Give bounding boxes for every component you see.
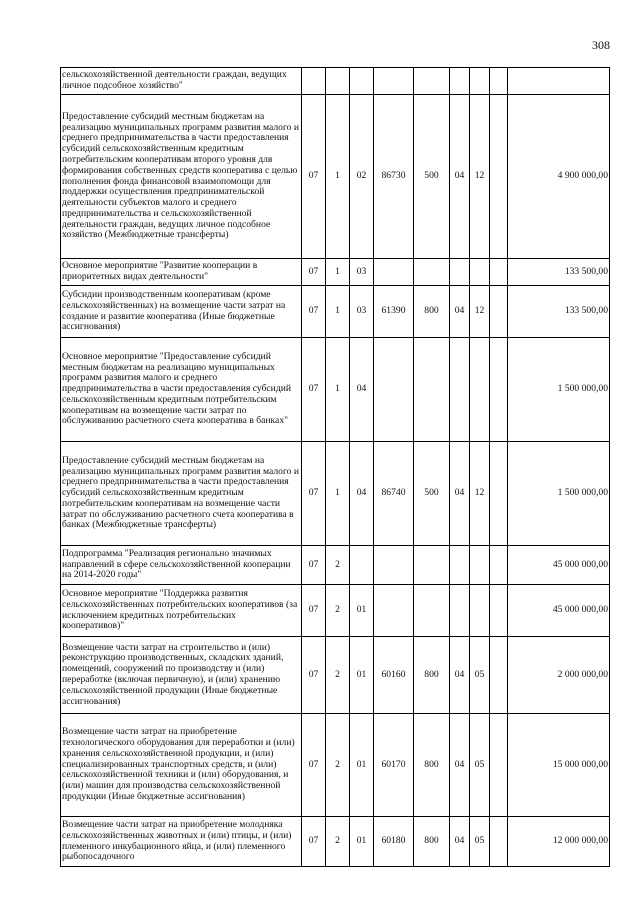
cell-cst1 [350, 546, 374, 585]
cell-desc: Основное мероприятие "Предоставление субсидий местным бюджетам на реализацию муниципальных программ развития малого и среднего предпринимательства в части предоставления субсидий сельскохозяйственным кредитным потребительским кооперативам на возмещение части затрат по обслуживанию расчетного счета кооператива в банках" [61, 338, 302, 442]
cell-cst2: 60180 [374, 817, 414, 867]
cell-vr: 04 [450, 286, 470, 338]
cell-cst1 [350, 68, 374, 95]
cell-g2 [490, 637, 508, 714]
budget-table [60, 67, 610, 867]
cell-g1: 05 [470, 637, 490, 714]
cell-g2 [490, 338, 508, 442]
cell-desc: Возмещение части затрат на приобретение технологического оборудования для переработки и (или) хранения сельскохозяйственной продукции, и (или) специализированных транспортных средств, и (или) сельскохозяйственной техники и (или) оборудования, и (или) машин для производства сельскохозяйственной продукции (Иные бюджетные ассигнования) [61, 714, 302, 817]
cell-vr [450, 546, 470, 585]
table-row [61, 546, 610, 585]
cell-cst2 [374, 585, 414, 637]
cell-g2 [490, 585, 508, 637]
cell-rz: 07 [302, 259, 326, 286]
cell-cst2 [374, 68, 414, 95]
cell-desc: Возмещение части затрат на приобретение молодняка сельскохозяйственных животных и (или) птицы, и (или) племенного инкубационного яйца, и (или) племенного рыбопосадочного [61, 817, 302, 867]
table-row [61, 286, 610, 338]
cell-vr: 04 [450, 95, 470, 259]
cell-cst2: 60170 [374, 714, 414, 817]
cell-cst1: 01 [350, 637, 374, 714]
cell-rz: 07 [302, 95, 326, 259]
cell-g1 [470, 338, 490, 442]
cell-rz: 07 [302, 286, 326, 338]
cell-prz: 2 [326, 714, 350, 817]
cell-g1: 05 [470, 817, 490, 867]
cell-cst3 [414, 585, 450, 637]
cell-cst2: 60160 [374, 637, 414, 714]
cell-prz: 1 [326, 95, 350, 259]
table-row [61, 817, 610, 867]
cell-amount: 12 000 000,00 [508, 817, 610, 867]
cell-amount: 133 500,00 [508, 259, 610, 286]
cell-g1: 12 [470, 95, 490, 259]
cell-cst3 [414, 546, 450, 585]
cell-amount: 45 000 000,00 [508, 546, 610, 585]
cell-amount: 15 000 000,00 [508, 714, 610, 817]
cell-cst3: 500 [414, 95, 450, 259]
cell-vr [450, 585, 470, 637]
cell-cst3: 800 [414, 637, 450, 714]
cell-vr: 04 [450, 714, 470, 817]
cell-desc: Основное мероприятие "Развитие кооперации в приоритетных видах деятельности" [61, 259, 302, 286]
cell-g1 [470, 68, 490, 95]
cell-rz [302, 68, 326, 95]
cell-g2 [490, 286, 508, 338]
table-row [61, 714, 610, 817]
cell-rz: 07 [302, 338, 326, 442]
cell-g2 [490, 546, 508, 585]
cell-desc: сельскохозяйственной деятельности граждан, ведущих личное подсобное хозяйство" [61, 68, 302, 95]
cell-rz: 07 [302, 637, 326, 714]
cell-cst3: 800 [414, 286, 450, 338]
cell-cst1: 04 [350, 442, 374, 546]
cell-cst1: 01 [350, 817, 374, 867]
cell-cst3 [414, 68, 450, 95]
cell-g2 [490, 68, 508, 95]
table-row [61, 95, 610, 259]
table-row [61, 637, 610, 714]
cell-g1: 12 [470, 286, 490, 338]
cell-cst2: 86740 [374, 442, 414, 546]
cell-desc: Предоставление субсидий местным бюджетам на реализацию муниципальных программ развития малого и среднего предпринимательства в части предоставления субсидий сельскохозяйственным кредитным потребительским кооперативам на возмещение части затрат по обслуживанию расчетного счета кооператива в банках (Межбюджетные трансферты) [61, 442, 302, 546]
cell-vr [450, 68, 470, 95]
cell-amount: 1 500 000,00 [508, 338, 610, 442]
cell-prz: 2 [326, 637, 350, 714]
cell-g1: 05 [470, 714, 490, 817]
cell-cst3 [414, 338, 450, 442]
cell-cst2 [374, 259, 414, 286]
cell-vr: 04 [450, 637, 470, 714]
table-row [61, 442, 610, 546]
cell-desc: Подпрограмма "Реализация регионально значимых направлений в сфере сельскохозяйственной кооперации на 2014-2020 годы" [61, 546, 302, 585]
cell-amount: 133 500,00 [508, 286, 610, 338]
cell-cst3: 800 [414, 817, 450, 867]
cell-cst1: 01 [350, 714, 374, 817]
cell-g1 [470, 259, 490, 286]
cell-g2 [490, 817, 508, 867]
table-row [61, 338, 610, 442]
cell-prz [326, 68, 350, 95]
cell-prz: 1 [326, 442, 350, 546]
cell-rz: 07 [302, 714, 326, 817]
cell-vr [450, 338, 470, 442]
cell-cst3: 800 [414, 714, 450, 817]
table-row [61, 259, 610, 286]
cell-g2 [490, 442, 508, 546]
cell-rz: 07 [302, 585, 326, 637]
cell-amount [508, 68, 610, 95]
cell-desc: Основное мероприятие "Поддержка развития сельскохозяйственных потребительских кооперативов (за исключением кредитных потребительских кооперативов)" [61, 585, 302, 637]
cell-cst3 [414, 259, 450, 286]
cell-g2 [490, 714, 508, 817]
cell-cst2 [374, 338, 414, 442]
cell-cst1: 03 [350, 259, 374, 286]
cell-cst3: 500 [414, 442, 450, 546]
cell-desc: Возмещение части затрат на строительство и (или) реконструкцию производственных, складских зданий, помещений, сооружений по производству и (или) переработке (включая первичную), и (или) хранению сельскохозяйственной продукции (Иные бюджетные ассигнования) [61, 637, 302, 714]
cell-prz: 1 [326, 259, 350, 286]
table-row [61, 585, 610, 637]
cell-desc: Предоставление субсидий местным бюджетам на реализацию муниципальных программ развития малого и среднего предпринимательства в части предоставления субсидий сельскохозяйственным кредитным потребительским кооперативам второго уровня для формирования собственных средств кооператива с целью пополнения фонда финансовой взаимопомощи для поддержки осуществления предпринимательской деятельности субъектов малого и среднего предпринимательства и сельскохозяйственной деятельности граждан, ведущих личное подсобное хозяйство (Межбюджетные трансферты) [61, 95, 302, 259]
table-row [61, 68, 610, 95]
cell-g2 [490, 259, 508, 286]
cell-desc: Субсидии производственным кооперативам (кроме сельскохозяйственных) на возмещение части затрат на создание и развитие кооператива (Иные бюджетные ассигнования) [61, 286, 302, 338]
cell-prz: 1 [326, 286, 350, 338]
cell-rz: 07 [302, 546, 326, 585]
cell-cst1: 02 [350, 95, 374, 259]
page-number: 308 [592, 38, 610, 52]
cell-vr: 04 [450, 442, 470, 546]
cell-cst2: 86730 [374, 95, 414, 259]
cell-rz: 07 [302, 442, 326, 546]
cell-amount: 4 900 000,00 [508, 95, 610, 259]
cell-cst2 [374, 546, 414, 585]
cell-prz: 2 [326, 817, 350, 867]
cell-amount: 1 500 000,00 [508, 442, 610, 546]
cell-vr: 04 [450, 817, 470, 867]
cell-g1: 12 [470, 442, 490, 546]
cell-cst2: 61390 [374, 286, 414, 338]
cell-prz: 1 [326, 338, 350, 442]
cell-amount: 2 000 000,00 [508, 637, 610, 714]
cell-amount: 45 000 000,00 [508, 585, 610, 637]
cell-cst1: 01 [350, 585, 374, 637]
cell-g2 [490, 95, 508, 259]
cell-g1 [470, 546, 490, 585]
cell-cst1: 04 [350, 338, 374, 442]
cell-cst1: 03 [350, 286, 374, 338]
cell-prz: 2 [326, 585, 350, 637]
cell-vr [450, 259, 470, 286]
cell-rz: 07 [302, 817, 326, 867]
cell-prz: 2 [326, 546, 350, 585]
cell-g1 [470, 585, 490, 637]
